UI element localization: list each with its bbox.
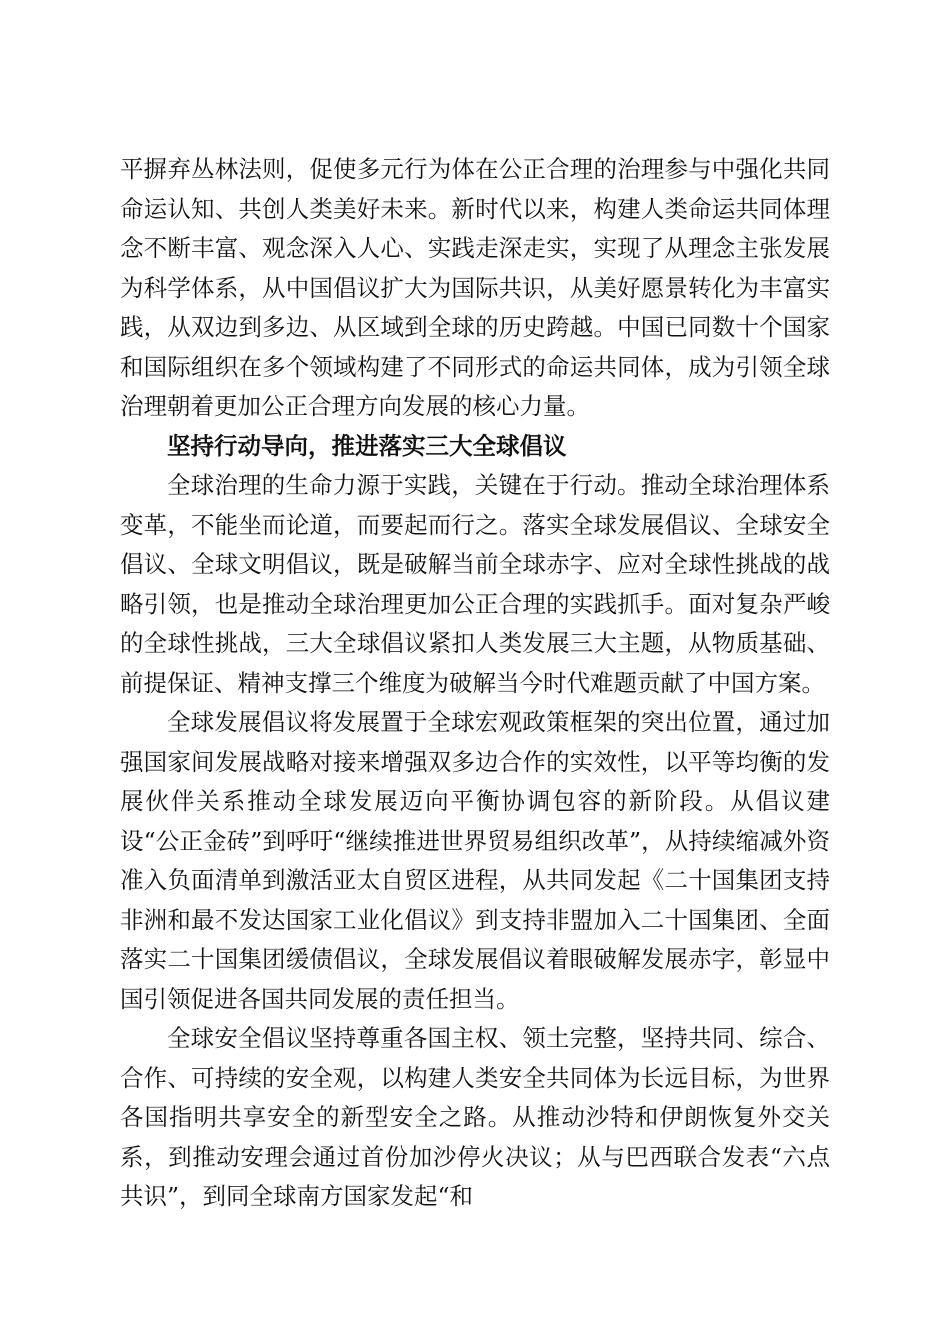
paragraph-global-security-initiative: 全球安全倡议坚持尊重各国主权、领土完整，坚持共同、综合、合作、可持续的安全观，以构建人类安全共同体为长远目标，为世界各国指明共享安全的新型安全之路。从推动沙特和伊朗恢复外交关系，到推动安理会通过首份加沙停火决议；从与巴西联合发表“六点共识”，到同全球南方国家发起“和 (120, 1024, 830, 1210)
paragraph-global-development-initiative: 全球发展倡议将发展置于全球宏观政策框架的突出位置，通过加强国家间发展战略对接来增强双多边合作的实效性，以平等均衡的发展伙伴关系推动全球发展迈向平衡协调包容的新阶段。从倡议建设“公正金砖”到呼吁“继续推进世界贸易组织改革”，从持续缩减外资准入负面清单到激活亚太自贸区进程，从共同发起《二十国集团支持非洲和最不发达国家工业化倡议》到支持非盟加入二十国集团、全面落实二十国集团缓债倡议，全球发展倡议着眼破解发展赤字，彰显中国引领促进各国共同发展的责任担当。 (120, 708, 830, 1013)
paragraph-action-oriented: 全球治理的生命力源于实践，关键在于行动。推动全球治理体系变革，不能坐而论道，而要起而行之。落实全球发展倡议、全球安全倡议、全球文明倡议，既是破解当前全球赤字、应对全球性挑战的战略引领，也是推动全球治理更加公正合理的实践抓手。面对复杂严峻的全球性挑战，三大全球倡议紧扣人类发展三大主题，从物质基础、前提保证、精神支撑三个维度为破解当今时代难题贡献了中国方案。 (120, 471, 830, 697)
paragraph-continued: 平摒弃丛林法则，促使多元行为体在公正合理的治理参与中强化共同命运认知、共创人类美好未来。新时代以来，构建人类命运共同体理念不断丰富、观念深入人心、实践走深走实，实现了从理念主张发展为科学体系，从中国倡议扩大为国际共识，从美好愿景转化为丰富实践，从双边到多边、从区域到全球的历史跨越。中国已同数十个国家和国际组织在多个领域构建了不同形式的命运共同体，成为引领全球治理朝着更加公正合理方向发展的核心力量。 (120, 155, 830, 420)
document-body (120, 150, 830, 1217)
section-heading: 坚持行动导向，推进落实三大全球倡议 (167, 431, 567, 460)
